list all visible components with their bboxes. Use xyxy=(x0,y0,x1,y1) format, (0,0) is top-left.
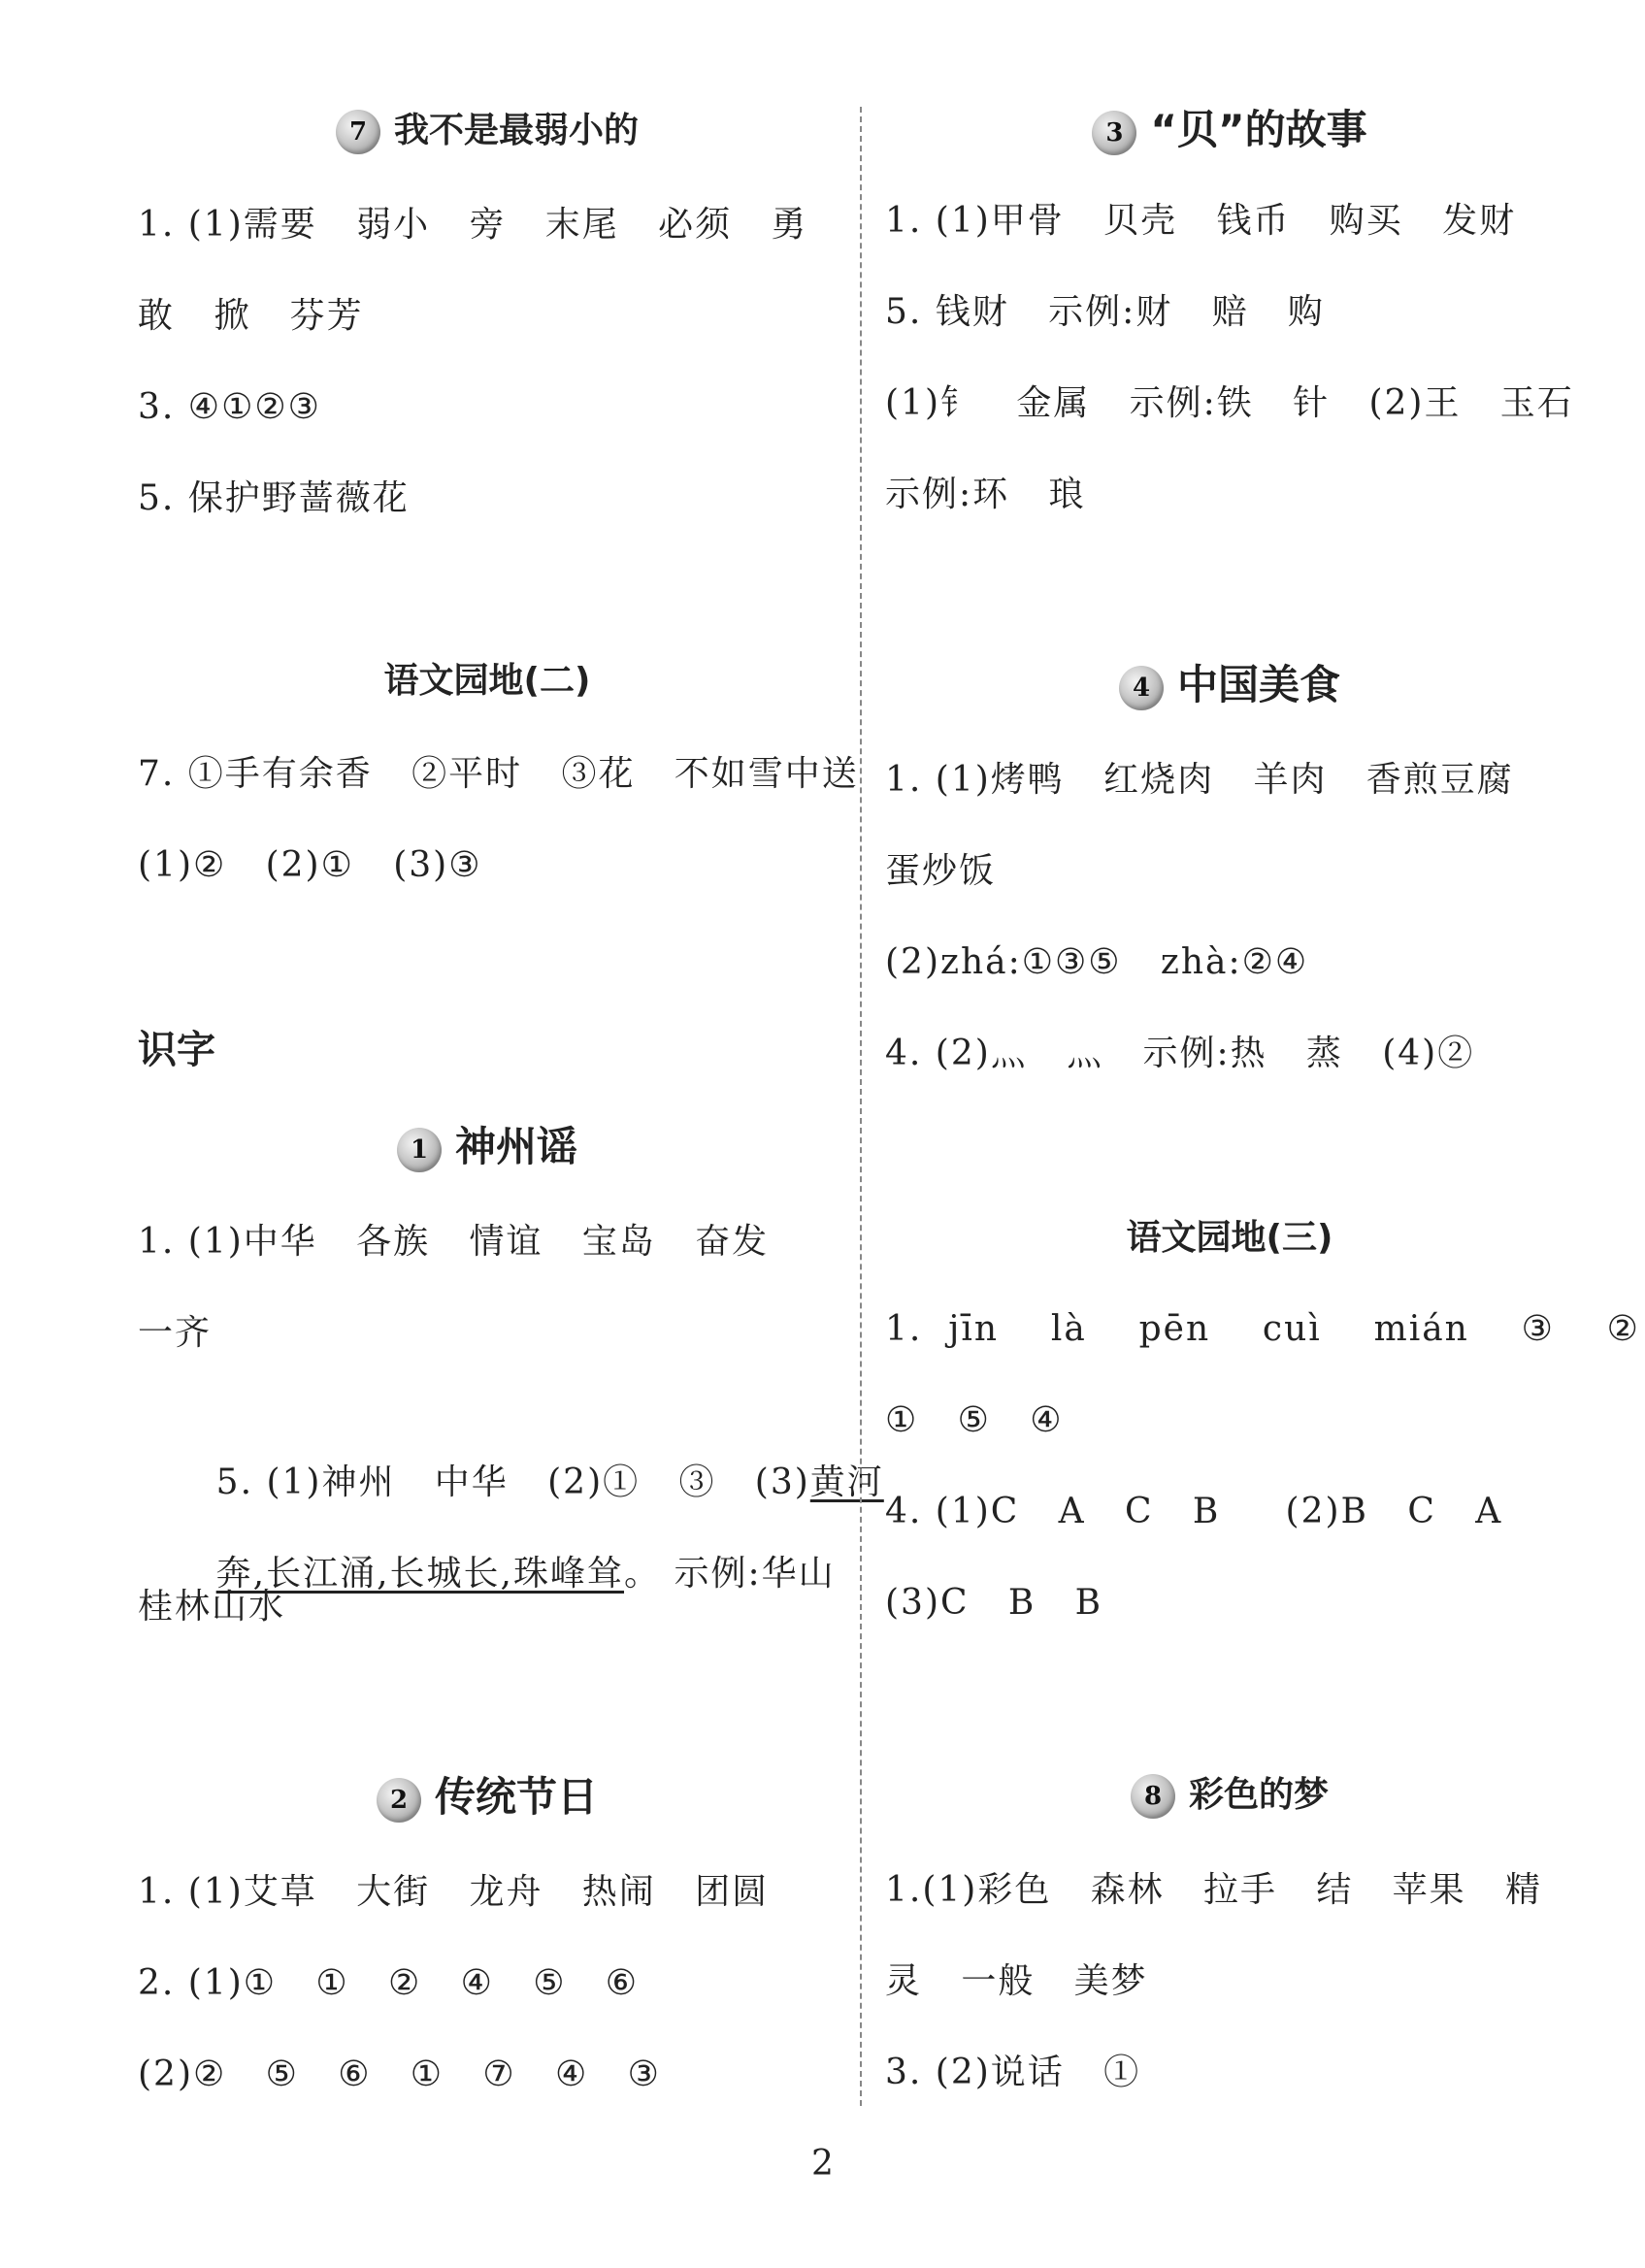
answer-line: 3. ④①②③ xyxy=(138,387,321,427)
answer-line: (1)钅 金属 示例:铁 针 (2)王 玉石 xyxy=(885,383,1574,423)
answer-text: 。 示例:华山 xyxy=(624,1554,836,1594)
column-divider xyxy=(860,107,862,2106)
answer-line: (2)zhá:①③⑤ zhà:②④ xyxy=(885,942,1309,982)
answer-line: 敢 掀 芬芳 xyxy=(138,296,364,336)
answer-line: 5. 保护野蔷薇花 xyxy=(138,478,410,518)
lesson-number-badge: 2 xyxy=(377,1778,421,1823)
lesson-title: 我不是最弱小的 xyxy=(393,111,639,150)
section-heading: 语文园地(三) xyxy=(1126,1218,1333,1258)
answer-line: 1. (1)需要 弱小 旁 末尾 必须 勇 xyxy=(138,205,808,245)
answer-line: 1.(1)彩色 森林 拉手 结 苹果 精 xyxy=(885,1870,1542,1910)
lesson-7-heading xyxy=(138,102,837,160)
answer-line: (1)② (2)① (3)③ xyxy=(138,845,482,885)
answer-text: 5. (1)神州 中华 (2)① ③ (3) xyxy=(215,1463,810,1502)
answer-line: (2)② ⑤ ⑥ ① ⑦ ④ ③ xyxy=(138,2054,661,2094)
answer-line: 3. (2)说话 ① xyxy=(885,2053,1141,2092)
section-heading: 语文园地(二) xyxy=(383,661,591,701)
answer-line: 1. (1)艾草 大街 龙舟 热闹 团圆 xyxy=(138,1872,770,1912)
answer-line: 4. (2)灬 灬 示例:热 蒸 (4)② xyxy=(885,1034,1475,1073)
underlined-answer: 黄河 xyxy=(809,1463,884,1502)
underlined-answer: 奔,长江涌,长城长,珠峰耸 xyxy=(215,1554,625,1594)
lesson-number-badge: 7 xyxy=(336,110,380,154)
lesson-number-badge: 4 xyxy=(1119,666,1164,710)
answer-line: 灵 一般 美梦 xyxy=(885,1961,1148,2001)
lesson-title: 中国美食 xyxy=(1176,661,1340,708)
answer-line: ① ⑤ ④ xyxy=(885,1400,1064,1440)
answer-line: 1. (1)甲骨 贝壳 钱币 购买 发财 xyxy=(885,201,1517,241)
answer-line: 桂林山水 xyxy=(138,1587,286,1627)
lesson-3-heading xyxy=(885,101,1574,159)
lesson-title: 传统节日 xyxy=(434,1773,598,1821)
lesson-2-heading xyxy=(138,1768,837,1826)
answer-line: 1. jīn là pēn cuì mián ③ ② xyxy=(885,1309,1640,1349)
answer-line: 7. ①手有余香 ②平时 ③花 不如雪中送 xyxy=(138,754,859,794)
lesson-number-badge: 3 xyxy=(1092,111,1136,155)
answer-line: 2. (1)① ① ② ④ ⑤ ⑥ xyxy=(138,1963,640,2003)
answer-line: 4. (1)C A C B (2)B C A xyxy=(885,1492,1503,1531)
lesson-1-heading xyxy=(138,1118,837,1176)
answer-line: (3)C B B xyxy=(885,1583,1103,1623)
lesson-8-heading xyxy=(885,1766,1574,1824)
lesson-4-heading xyxy=(885,656,1574,714)
answer-line: 1. (1)中华 各族 情谊 宝岛 奋发 xyxy=(138,1222,770,1262)
answer-line: 蛋炒饭 xyxy=(885,851,997,891)
answer-line: 5. 钱财 示例:财 赔 购 xyxy=(885,292,1325,332)
answer-line: 1. (1)烤鸭 红烧肉 羊肉 香煎豆腐 xyxy=(885,760,1514,800)
lesson-title: 彩色的梦 xyxy=(1188,1775,1329,1815)
lesson-number-badge: 1 xyxy=(397,1128,442,1172)
answer-line: 示例:环 琅 xyxy=(885,475,1086,514)
answer-line: 一齐 xyxy=(138,1313,213,1353)
lesson-number-badge: 8 xyxy=(1131,1774,1175,1819)
unit-label: 识字 xyxy=(138,1028,215,1072)
page-number: 2 xyxy=(811,2144,834,2184)
lesson-title: “贝”的故事 xyxy=(1150,106,1367,153)
lesson-title: 神州谣 xyxy=(454,1123,577,1170)
